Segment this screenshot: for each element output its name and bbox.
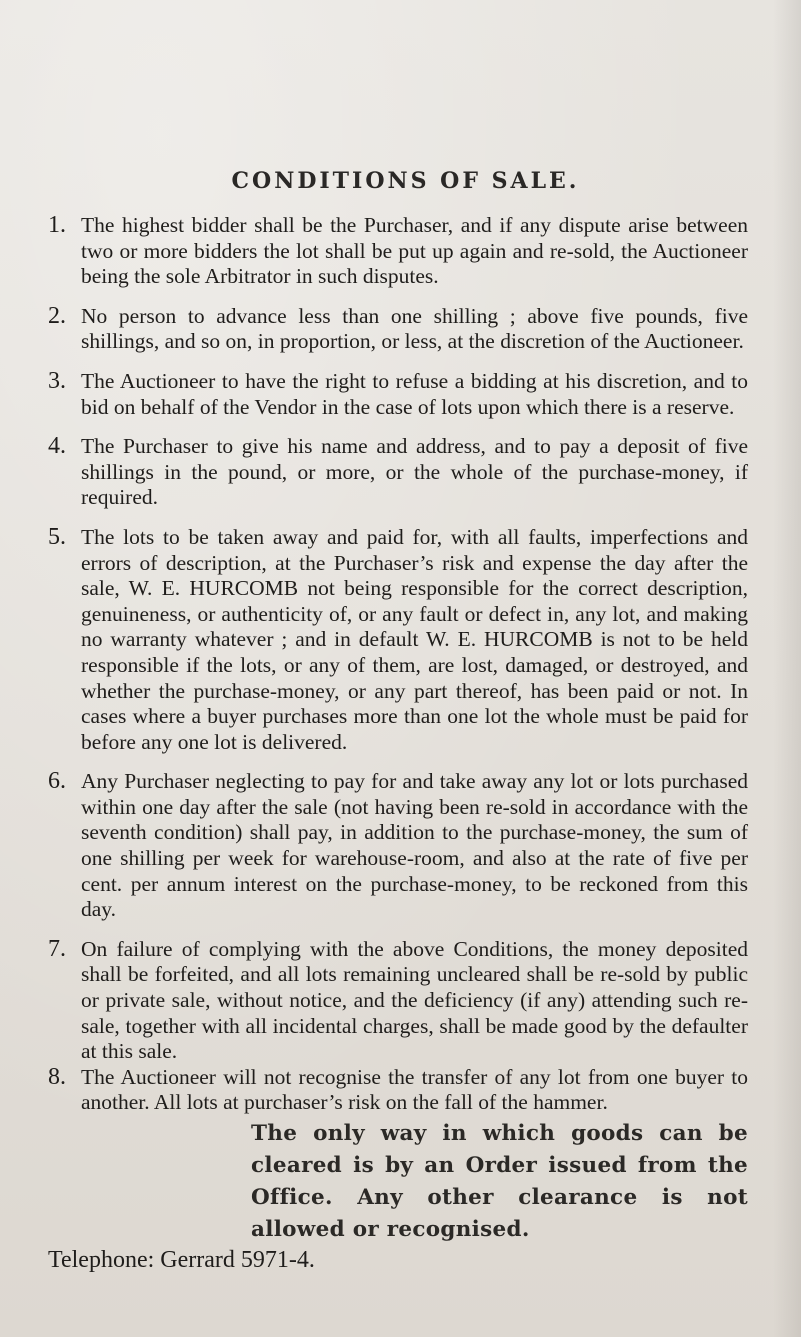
condition-text: On failure of complying with the above Conditions, the money deposited shall be forfeited, and all lots remaining uncleared shall be re-sold by public or private sale, without notice, and the deficiency (if any) attending such re-sale, together with all incidental charges, shall be made good by the defaulter at this sale. (81, 936, 748, 1064)
condition-number: 4. (48, 433, 66, 460)
condition-3 (48, 369, 748, 420)
condition-text: The Auctioneer will not recognise the transfer of any lot from one buyer to another. All lots at purchaser’s risk on the fall of the hammer. (81, 1064, 748, 1115)
condition-1 (48, 213, 748, 290)
condition-6 (48, 769, 748, 923)
condition-2 (48, 304, 748, 355)
conditions-list (48, 213, 748, 1274)
condition-number: 8. (48, 1063, 66, 1090)
condition-number: 6. (48, 768, 66, 795)
condition-text: No person to advance less than one shilling ; above five pounds, five shillings, and so on, in proportion, or less, at the discretion of the Auctioneer. (81, 303, 748, 354)
condition-8 (48, 1065, 748, 1116)
condition-text: The Purchaser to give his name and address, and to pay a deposit of five shillings in the pound, or more, or the whole of the purchase-money, if required. (81, 434, 748, 510)
condition-7 (48, 937, 748, 1065)
telephone-line: Telephone: Gerrard 5971-4. (48, 1247, 315, 1273)
condition-number: 5. (48, 523, 66, 550)
condition-number: 3. (48, 367, 66, 394)
condition-text: The Auctioneer to have the right to refuse a bidding at his discretion, and to bid on behalf of the Vendor in the case of lots upon which there is a reserve. (81, 368, 748, 419)
condition-text: The highest bidder shall be the Purchaser, and if any dispute arise between two or more bidders the lot shall be put up again and re-sold, the Auctioneer being the sole Arbitrator in such disputes. (81, 213, 748, 289)
condition-number: 7. (48, 935, 66, 962)
clearance-notice: The only way in which goods can be cleared is by an Order issued from the Office. Any other clearance is not allowed or recognised. (251, 1121, 748, 1242)
condition-4 (48, 434, 748, 511)
condition-number: 1. (48, 212, 66, 238)
condition-text: The lots to be taken away and paid for, with all faults, imperfections and errors of description, at the Purchaser’s risk and expense the day after the sale, W. E. HURCOMB not being responsible for the correct description, genuineness, or authenticity of, or any fault or defect in, any lot, and making no warranty whatever ; and in default W. E. HURCOMB is not to be held responsible if the lots, or any of them, are lost, damaged, or destroyed, and whether the purchase-money, or any part thereof, has been paid or not. In cases where a buyer purchases more than one lot the whole must be paid for before any one lot is delivered. (81, 524, 748, 754)
condition-text: Any Purchaser neglecting to pay for and take away any lot or lots purchased within one day after the sale (not having been re-sold in accordance with the seventh condition) shall pay, in addition to the purchase-money, the sum of one shilling per week for warehouse-room, and also at the rate of five per cent. per annum interest on the purchase-money, to be reckoned from this day. (81, 769, 748, 922)
condition-5 (48, 525, 748, 755)
condition-number: 2. (48, 302, 66, 329)
page-title: CONDITIONS OF SALE. (231, 168, 580, 194)
